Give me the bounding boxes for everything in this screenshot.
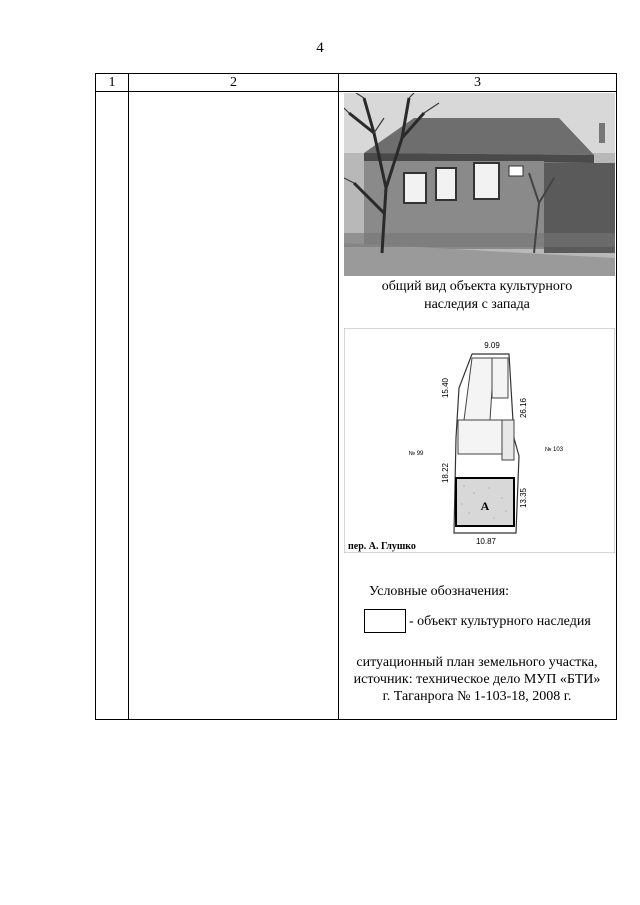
plan-dim-right-lower: 13.35 <box>519 487 528 509</box>
legend-item-text: - объект культурного наследия <box>409 614 591 629</box>
plan-dim-top: 9.09 <box>484 341 500 350</box>
table-row <box>96 92 617 720</box>
plan-dim-left-upper: 15.40 <box>441 377 450 399</box>
table-header-row <box>96 74 617 92</box>
plan-dim-left-lower: 18.22 <box>441 462 450 484</box>
site-plan <box>344 328 615 553</box>
plan-street-label: пер. А. Глушко <box>348 541 416 552</box>
photo-caption-line-2: наследия с запада <box>424 297 530 312</box>
header-col-3: 3 <box>339 74 617 92</box>
cell-col-1 <box>96 92 129 720</box>
source-note <box>339 654 615 705</box>
cell-col-2 <box>129 92 339 720</box>
building-photo <box>344 93 615 276</box>
page-number: 4 <box>316 40 324 56</box>
source-line-2: источник: техническое дело МУП «БТИ» <box>353 672 601 687</box>
heritage-table <box>95 73 617 720</box>
cell-col-3 <box>339 92 617 720</box>
plan-neighbor-right: № 103 <box>544 447 564 453</box>
legend-title: Условные обозначения: <box>369 584 510 599</box>
photo-caption-line-1: общий вид объекта культурного <box>381 279 573 294</box>
legend-heritage-box <box>364 609 406 633</box>
header-col-2: 2 <box>129 74 339 92</box>
plan-dim-bottom: 10.87 <box>475 537 497 546</box>
plan-dim-right-upper: 26.16 <box>519 397 528 419</box>
source-line-3: г. Таганрога № 1-103-18, 2008 г. <box>382 689 572 704</box>
plan-neighbor-left: № 99 <box>408 451 424 457</box>
plan-object-label: А <box>480 499 490 513</box>
source-line-1: ситуационный план земельного участка, <box>356 655 598 670</box>
header-col-1: 1 <box>96 74 129 92</box>
